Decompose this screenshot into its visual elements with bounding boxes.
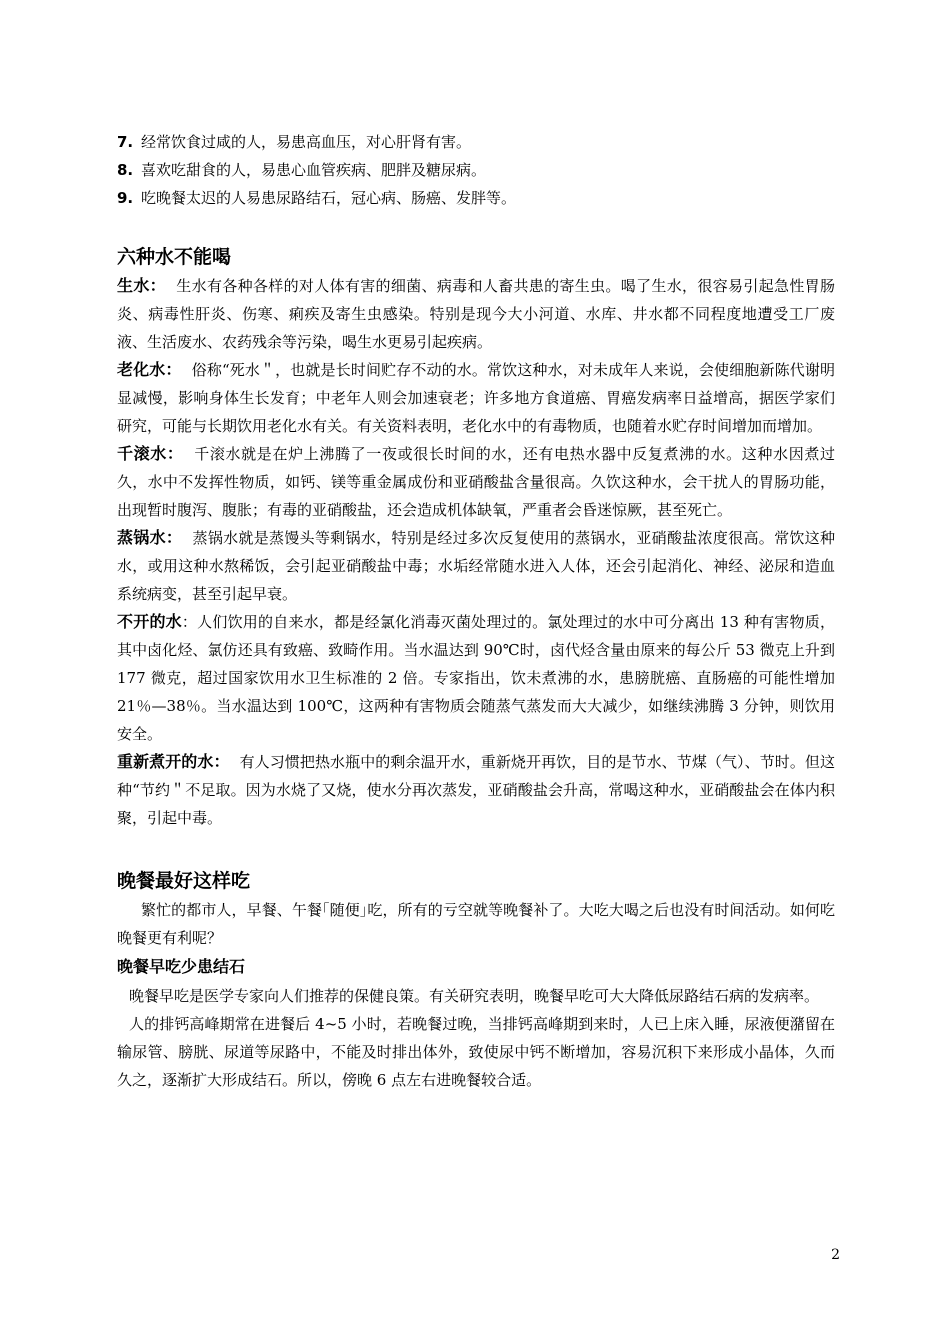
dinner-paragraph: 人的排钙高峰期常在进餐后 4~5 小时，若晚餐过晚，当排钙高峰期到来时，人已上床入睡，尿液便潴留在输尿管、膀胱、尿道等尿路中，不能及时排出体外，致使尿中钙不断增加，容易沉积下来形成小晶体，久而久之，逐渐扩大形成结石。所以，傍晚 6 点左右进晚餐较合适。 [117,1015,835,1089]
list-item-number: 7. [117,133,134,151]
term-label: 不开的水 [117,612,182,631]
numbered-list [117,128,835,212]
water-item-overboiled [117,440,835,524]
dinner-paragraph: 晚餐早吃是医学专家向人们推荐的保健良策。有关研究表明，晚餐早吃可大大降低尿路结石病的发病率。 [129,987,820,1005]
term-label: 老化水： [117,360,182,379]
subsection-title: 晚餐早吃少患结石 [117,957,246,976]
water-item-raw [117,272,835,356]
list-item-text: 喜欢吃甜食的人，易患心血管疾病、肥胖及糖尿病。 [141,161,487,179]
list-item-number: 9. [117,189,134,207]
list-item [117,184,835,212]
term-description: 千滚水就是在炉上沸腾了一夜或很长时间的水，还有电热水器中反复煮沸的水。这种水因煮过久，水中不发挥性物质，如钙、镁等重金属成份和亚硝酸盐含量很高。久饮这种水，会干扰人的胃肠功能，出现暂时腹泻、腹胀；有毒的亚硝酸盐，还会造成机体缺氧，严重者会昏迷惊厥，甚至死亡。 [117,445,835,519]
term-label: 蒸锅水： [117,528,183,547]
list-item-text: 经常饮食过咸的人，易患高血压，对心肝肾有害。 [141,133,472,151]
water-item-unboiled [117,608,835,748]
list-item [117,156,835,184]
term-label: 生水： [117,276,166,295]
term-description: 俗称“死水＂，也就是长时间贮存不动的水。常饮这种水，对未成年人来说，会使细胞新陈代谢明显减慢，影响身体生长发育；中老年人则会加速衰老；许多地方食道癌、胃癌发病率日益增高，据医学家们研究，可能与长期饮用老化水有关。有关资料表明，老化水中的有毒物质，也随着水贮存时间增加而增加。 [117,361,835,435]
page-number: 2 [831,1247,840,1263]
section-title-water: 六种水不能喝 [117,246,232,268]
list-item-text: 吃晚餐太迟的人易患尿路结石，冠心病、肠癌、发胖等。 [141,189,517,207]
dinner-intro: 繁忙的都市人，早餐、午餐｢随便｣吃，所有的亏空就等晚餐补了。大吃大喝之后也没有时间活动。如何吃晚餐更有利呢？ [117,901,835,947]
water-item-reboiled [117,748,835,832]
water-item-steamer [117,524,835,608]
water-item-aged [117,356,835,440]
section-title-dinner: 晚餐最好这样吃 [117,870,251,892]
page-content [117,128,835,1094]
term-description: 有人习惯把热水瓶中的剩余温开水，重新烧开再饮，目的是节水、节煤（气）、节时。但这种“节约＂不足取。因为水烧了又烧，使水分再次蒸发，亚硝酸盐会升高，常喝这种水，亚硝酸盐会在体内积聚，引起中毒。 [117,753,835,827]
term-label: 重新煮开的水： [117,752,230,771]
term-description: 生水有各种各样的对人体有害的细菌、病毒和人畜共患的寄生虫。喝了生水，很容易引起急性胃肠炎、病毒性肝炎、伤寒、痢疾及寄生虫感染。特别是现今大小河道、水库、井水都不同程度地遭受工厂废液、生活废水、农药残余等污染，喝生水更易引起疾病。 [117,277,835,351]
list-item-number: 8. [117,161,134,179]
term-description: 蒸锅水就是蒸馒头等剩锅水，特别是经过多次反复使用的蒸锅水，亚硝酸盐浓度很高。常饮这种水，或用这种水熬稀饭，会引起亚硝酸盐中毒；水垢经常随水进入人体，还会引起消化、神经、泌尿和造血系统病变，甚至引起早衰。 [117,529,835,603]
term-label: 千滚水： [117,444,184,463]
term-description: ：人们饮用的自来水，都是经氯化消毒灭菌处理过的。氯处理过的水中可分离出 13 种有害物质，其中卤化烃、氯仿还具有致癌、致畸作用。当水温达到 90℃时，卤代烃含量由原来的每公斤 53 微克上升到 177 微克，超过国家饮用水卫生标准的 2 倍。专家指出，饮未煮沸的水，患膀胱癌、直肠癌的可能性增加 21％—38％。当水温达到 100℃，这两种有害物质会随蒸气蒸发而大大减少，如继续沸腾 3 分钟，则饮用安全。 [117,613,835,743]
list-item [117,128,835,156]
